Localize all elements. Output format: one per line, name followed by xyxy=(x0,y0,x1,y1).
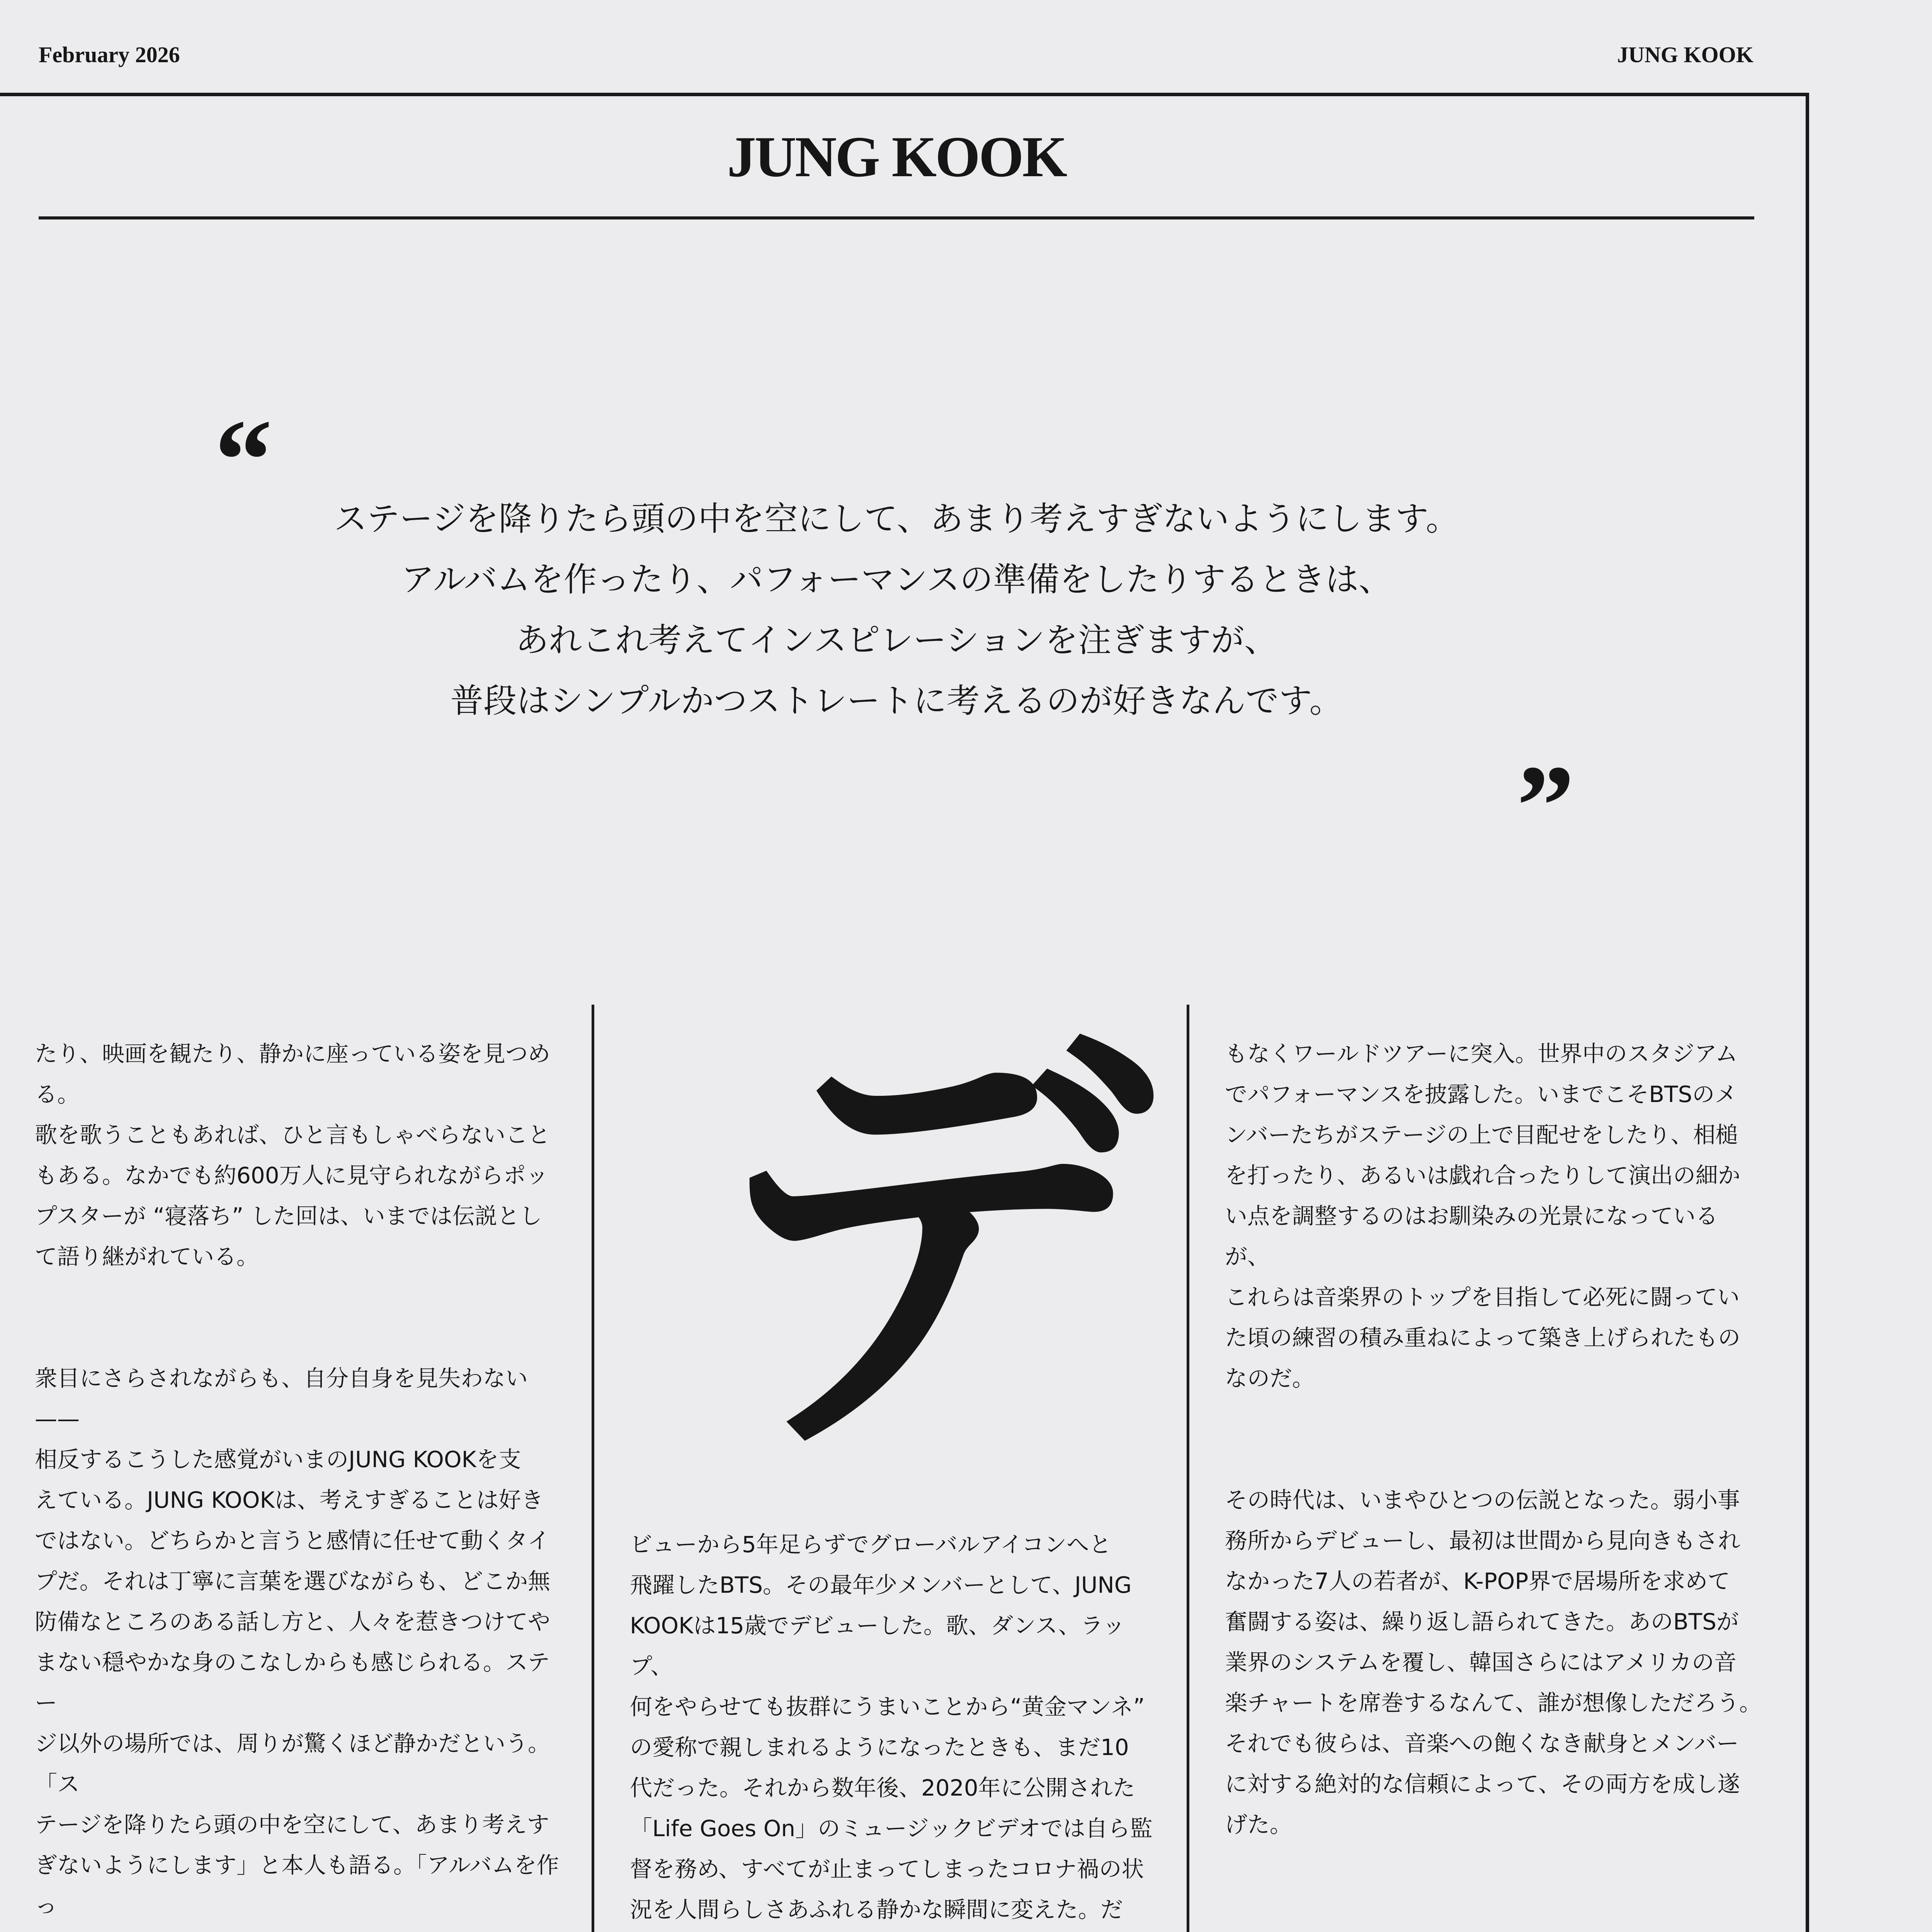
close-quote-mark: ” xyxy=(1517,742,1575,870)
column-middle xyxy=(630,1484,1159,1932)
drop-cap: デ xyxy=(707,990,1151,1507)
frame-right-rule xyxy=(1806,93,1809,1932)
paragraph: もなくワールドツアーに突入。世界中のスタジアム でパフォーマンスを披露した。いまでこそBTSのメ ンバーたちがステージの上で目配せをしたり、相槌 を打ったり、あるいは戯れ合ったりして演出の細か い点を調整するのはお馴染みの光景になっているが、 これらは音楽界のトップを目指して必死に闘ってい た頃の練習の積み重ねによって築き上げられたもの なのだ。 xyxy=(1225,1041,1741,1391)
paragraph: たり、映画を観たり、静かに座っている姿を見つめる。 歌を歌うこともあれば、ひと言もしゃべらないこと もある。なかでも約600万人に見守られながらポッ プスターが “寝落ち” した回は、いまでは伝説とし て語り継がれている。 xyxy=(35,1041,551,1270)
paragraph: その時代は、いまやひとつの伝説となった。弱小事 務所からデビューし、最初は世間から見向きもされ なかった7人の若者が、K-POP界で居場所を求めて 奮闘する姿は、繰り返し語られてきた。あのBTSが 業界のシステムを覆し、韓国さらにはアメリカの音 楽チャートを席巻するなんて、誰が想像しただろう。 それでも彼らは、音楽への飽くなき献身とメンバー に対する絶対的な信頼によって、その両方を成し遂 げた。 xyxy=(1225,1487,1762,1838)
title-underline xyxy=(39,216,1754,219)
frame-top-rule xyxy=(0,93,1809,96)
issue-date: February 2026 xyxy=(39,42,180,67)
column-left xyxy=(35,993,568,1932)
pull-quote: ステージを降りたら頭の中を空にして、あまり考えすぎないようにします。 アルバムを作ったり、パフォーマンスの準備をしたりするときは、 あれこれ考えてインスピレーションを注ぎますが、 普段はシンプルかつストレートに考えるのが好きなんです。 xyxy=(334,500,1459,719)
column-divider xyxy=(1187,1005,1189,1932)
paragraph: 衆目にさらされながらも、自分自身を見失わない—— 相反するこうした感覚がいまのJUNG KOOKを支 えている。JUNG KOOKは、考えすぎることは好き ではない。どちらかと言うと感情に任せて動くタイ プだ。それは丁寧に言葉を選びながらも、どこか無 防備なところのある話し方と、人々を惹きつけてや まない穏やかな身のこなしからも感じられる。ステー ジ以外の場所では、周りが驚くほど静かだという。「ス テージを降りたら頭の中を空にして、あまり考えす ぎないようにします」と本人も語る。「アルバムを作っ xyxy=(35,1365,559,1919)
running-head: JUNG KOOK xyxy=(1617,42,1753,67)
paragraph: ビューから5年足らずでグローバルアイコンへと 飛躍したBTS。その最年少メンバーとして、JUNG KOOKは15歳でデビューした。歌、ダンス、ラップ、 何をやらせても抜群にうまいことから“黄金マンネ” の愛称で親しまれるようになったときも、まだ10 代だった。それから数年後、2020年に公開された 「Life Goes On」のミュージックビデオでは自ら監 督を務め、すべてが止まってしまったコロナ禍の状 況を人間らしさあふれる静かな瞬間に変えた。だ xyxy=(630,1531,1153,1923)
paragraph xyxy=(1225,1926,1762,1932)
open-quote-mark: “ xyxy=(214,396,272,524)
column-right xyxy=(1225,993,1762,1932)
column-divider xyxy=(592,1005,594,1932)
article-title: JUNG KOOK xyxy=(727,125,1066,189)
